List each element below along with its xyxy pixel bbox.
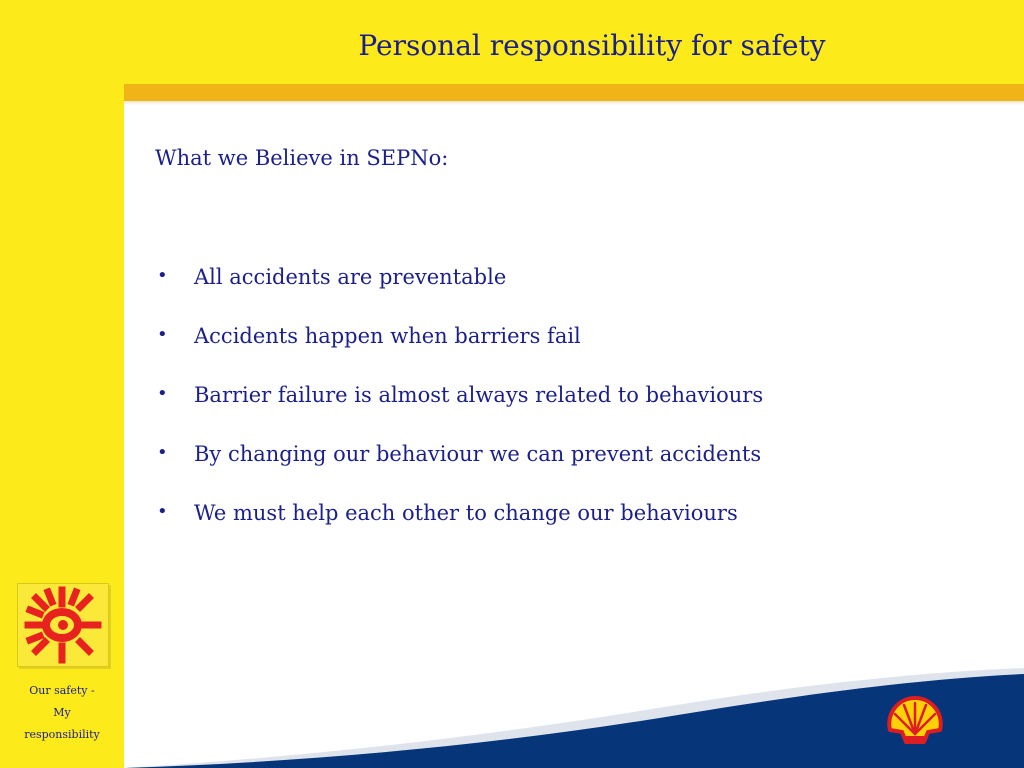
bullet-list: [155, 265, 995, 560]
bullet-item: [155, 383, 995, 442]
bullet-marker: •: [157, 265, 168, 287]
bullet-item: [155, 501, 995, 560]
bullet-marker: •: [157, 501, 168, 523]
bullet-marker: •: [157, 442, 168, 464]
bullet-text: By changing our behaviour we can prevent accidents: [194, 442, 762, 467]
safety-tagline: [10, 680, 114, 746]
bullet-item: [155, 324, 995, 383]
bullet-item: [155, 265, 995, 324]
bullet-item: [155, 442, 995, 501]
bullet-text: We must help each other to change our behaviours: [194, 501, 738, 526]
tagline-line: Our safety -: [29, 684, 95, 697]
slide-title: Personal responsibility for safety: [358, 29, 826, 62]
bullet-marker: •: [157, 324, 168, 346]
bullet-text: Accidents happen when barriers fail: [194, 324, 581, 349]
intro-text: What we Believe in SEPNo:: [155, 146, 449, 170]
orange-header-strip: [124, 84, 1024, 101]
safety-logo: [17, 583, 109, 667]
tagline-line: My: [53, 706, 71, 719]
sun-eye-icon: [18, 584, 108, 666]
header-strip-shadow: [124, 101, 1024, 105]
shell-pecten-icon: [884, 694, 946, 746]
bullet-text: All accidents are preventable: [194, 265, 507, 290]
bullet-text: Barrier failure is almost always related to behaviours: [194, 383, 764, 408]
bullet-marker: •: [157, 383, 168, 405]
tagline-line: responsibility: [24, 728, 100, 741]
slide-body: [155, 146, 995, 560]
